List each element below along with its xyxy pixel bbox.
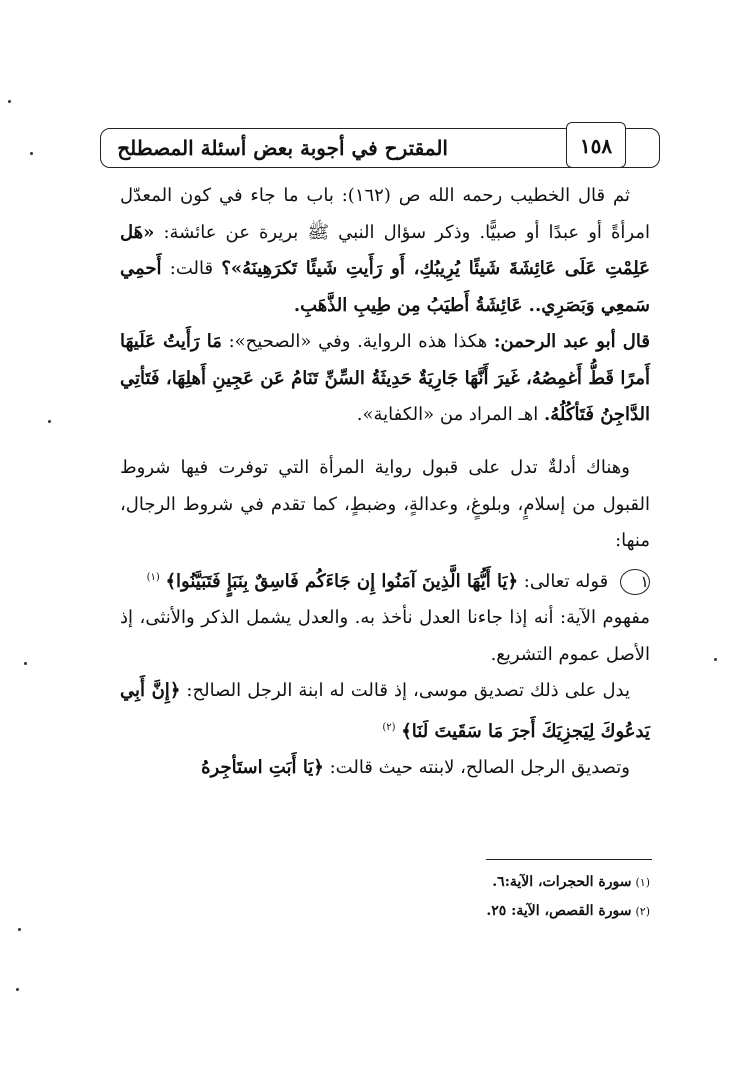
scan-speck xyxy=(8,100,11,103)
footnote-divider xyxy=(486,859,652,860)
quran-verse: ﴿إِنَّ أَبِي يَدعُوكَ لِيَجزِيَكَ أَجرَ مَا سَقَيتَ لَنَا﴾ xyxy=(120,680,650,742)
paragraph-evidence: وهناك أدلةٌ تدل على قبول رواية المرأة التي توفرت فيها شروط القبول من إسلامٍ، وبلوغٍ، وعدالةٍ، وضبطٍ، كما تقدم في شروط الرجال، منها: xyxy=(120,457,650,551)
source-note: اهـ المراد من «الكفاية». xyxy=(356,404,539,425)
body-text-2 xyxy=(120,450,650,787)
paragraph-musa xyxy=(120,673,650,750)
paragraph-khatib xyxy=(120,178,650,324)
scan-speck xyxy=(24,662,27,665)
paragraph-text: ثم قال الخطيب رحمه الله ص (١٦٢): باب ما جاء في كون المعدّل امرأةً أو عبدًا أو صبيًّا. وذكر سؤال النبي ﷺ بريرة عن عائشة: xyxy=(120,185,650,243)
scan-speck xyxy=(48,420,51,423)
scan-speck xyxy=(18,928,21,931)
body-text xyxy=(120,178,650,434)
connector-text: قالت: xyxy=(169,258,214,279)
answer-quote: أَحمِي سَمعِي وَبَصَرِي.. عَائِشَةُ أَطيَبُ مِن طِيبِ الذَّهَبِ. xyxy=(120,258,650,316)
list-item-1 xyxy=(120,560,650,601)
footnotes xyxy=(300,868,650,926)
quran-verse: ﴿يَا أَيُّهَا الَّذِينَ آمَنُوا إِن جَاءَكُم فَاسِقٌ بِنَبَإٍ فَتَبَيَّنُوا﴾ xyxy=(165,570,519,592)
footnote: (٢)سورة القصص، الآية: ٢٥. xyxy=(486,903,650,919)
page-number: ١٥٨ xyxy=(566,122,626,168)
footnote-ref: (١) xyxy=(146,571,160,583)
paragraph-text: وتصديق الرجل الصالح، لابنته حيث قالت: xyxy=(329,757,630,778)
paragraph-author-note xyxy=(120,324,650,434)
sahih-quote: مَا رَأَيتُ عَلَيهَا أَمرًا قَطُّ أَغمِصُهُ، غَيرَ أَنَّهَا جَارِيَةٌ حَدِيثَةُ السِّنِّ تَنَامُ عَن عَجِينِ أَهلِهَا، فَتَأتِي الدَّاجِنُ فَتَأكُلُهُ. xyxy=(120,331,650,425)
scan-speck xyxy=(714,658,717,661)
item-lead: قوله تعالى: xyxy=(523,570,609,592)
paragraph-salih xyxy=(120,750,650,787)
item-number-circle: ١ xyxy=(620,569,650,595)
footnote-ref: (٢) xyxy=(382,721,396,733)
author-label: قال أبو عبد الرحمن: xyxy=(493,331,650,352)
footnote: (١)سورة الحجرات، الآية:٦. xyxy=(492,874,650,890)
scan-speck xyxy=(30,152,33,155)
running-header-title: المقترح في أجوبة بعض أسئلة المصطلح xyxy=(117,136,448,160)
paragraph-text: هكذا هذه الرواية. وفي «الصحيح»: xyxy=(228,331,488,352)
hadith-quote: «هَل عَلِمْتِ عَلَى عَائِشَةَ شَيئًا يُرِيبُكِ، أَو رَأَيتِ شَيئًا تَكرَهِينَهُ»؟ xyxy=(120,221,650,279)
paragraph-mafhum: مفهوم الآية: أنه إذا جاءنا العدل نأخذ به. والعدل يشمل الذكر والأنثى، إذ الأصل عموم التشريع. xyxy=(120,607,650,665)
scan-speck xyxy=(16,988,19,991)
paragraph-text: يدل على ذلك تصديق موسى، إذ قالت له ابنة الرجل الصالح: xyxy=(186,680,630,701)
quran-verse: ﴿يَا أَبَتِ استَأجِرهُ xyxy=(201,757,324,778)
